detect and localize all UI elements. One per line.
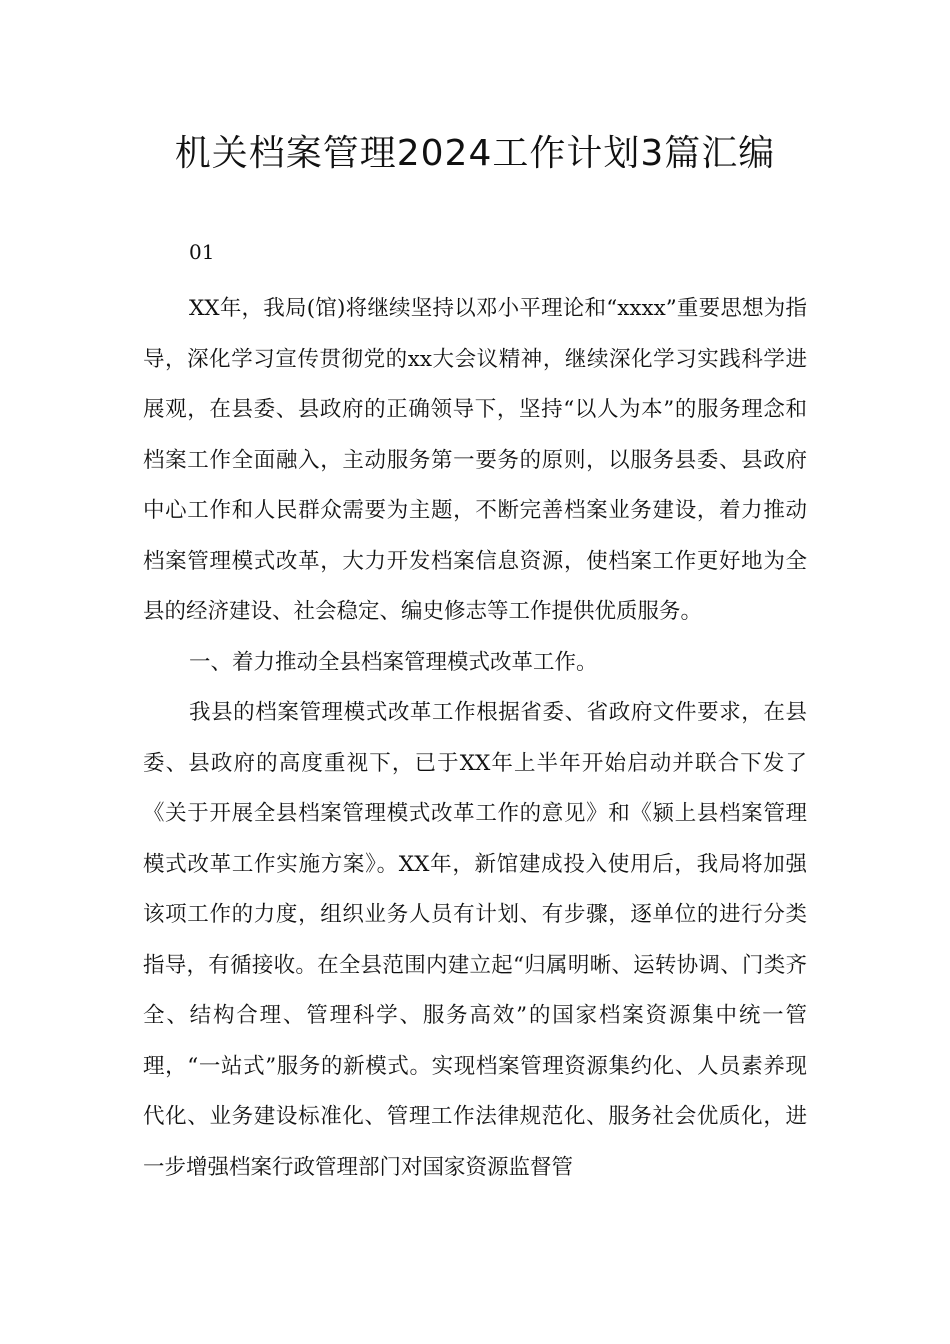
paragraph-heading-one: 一、着力推动全县档案管理模式改革工作。 <box>189 649 598 675</box>
document-title: 机关档案管理2024工作计划3篇汇编 <box>174 133 776 174</box>
paragraph-intro: XX年，我局(馆)将继续坚持以邓小平理论和“xxxx”重要思想为指导，深化学习宣传贯彻党的xx大会议精神，继续深化学习实践科学进展观，在县委、县政府的正确领导下，坚持“以人为本”的服务理念和档案工作全面融入，主动服务第一要务的原则，以服务县委、县政府中心工作和人民群众需要为主题，不断完善档案业务建设，着力推动档案管理模式改革，大力开发档案信息资源，使档案工作更好地为全县的经济建设、社会稳定、编史修志等工作提供优质服务。 <box>143 296 807 624</box>
paragraph-reform-details: 我县的档案管理模式改革工作根据省委、省政府文件要求，在县委、县政府的高度重视下，已于XX年上半年开始启动并联合下发了《关于开展全县档案管理模式改革工作的意见》和《颍上县档案管理模式改革工作实施方案》。XX年，新馆建成投入使用后，我局将加强该项工作的力度，组织业务人员有计划、有步骤，逐单位的进行分类指导，有循接收。在全县范围内建立起“归属明晰、运转协调、门类齐全、结构合理、管理科学、服务高效”的国家档案资源集中统一管理，“一站式”服务的新模式。实现档案管理资源集约化、人员素养现代化、业务建设标准化、管理工作法律规范化、服务社会优质化，进一步增强档案行政管理部门对国家资源监督管 <box>143 700 807 1180</box>
section-number: 01 <box>189 240 215 264</box>
document-body <box>143 284 807 1193</box>
